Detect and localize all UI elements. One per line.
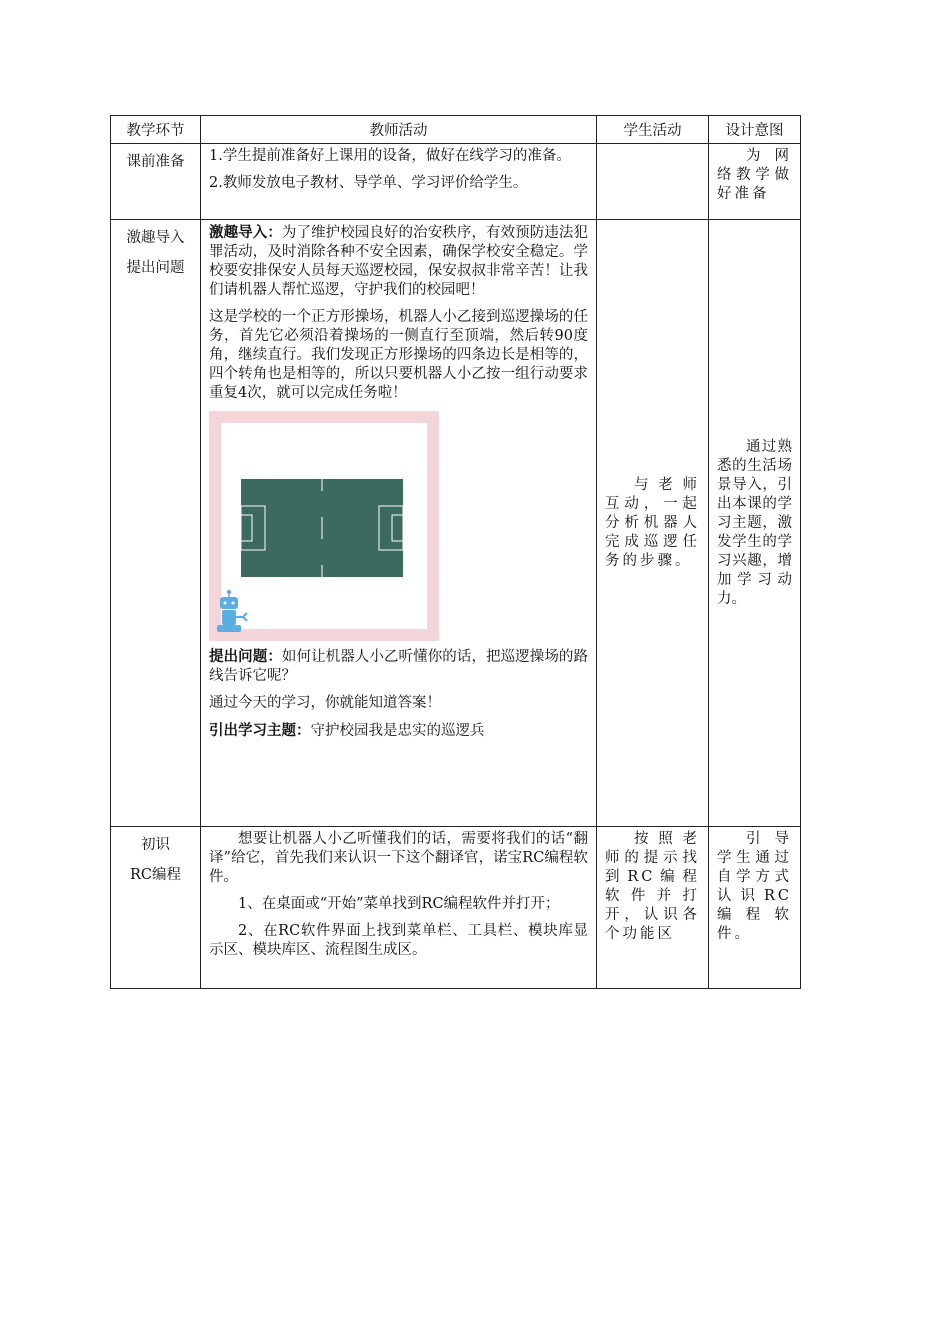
- header-row: [111, 116, 801, 144]
- theme-paragraph: [209, 721, 588, 741]
- robot-antenna: [228, 593, 229, 597]
- row-introduction: [111, 220, 801, 827]
- stage-introduction: [111, 220, 201, 827]
- row-preparation: [111, 144, 801, 220]
- playground-paragraph: 这是学校的一个正方形操场，机器人小乙接到巡逻操场的任务，首先它必须沿着操场的一侧直行至顶端，然后转90度角，继续直行。我们发现正方形操场的四条边长是相等的，四个转角也是相等的，所以只要机器人小乙按一组行动要求重复4次，就可以完成任务啦！: [209, 309, 588, 401]
- robot-eye-right: [232, 602, 235, 605]
- student-activity-rc-programming: [597, 827, 709, 989]
- stage-rc-line1: 初识: [141, 837, 170, 853]
- student-activity-preparation: [597, 144, 709, 220]
- lesson-plan-table: [110, 115, 801, 989]
- stage-intro-line2: 提出问题: [126, 260, 185, 276]
- robot-base: [217, 625, 241, 632]
- design-intent-introduction: [709, 220, 801, 827]
- teacher-activity-preparation: [201, 144, 597, 220]
- intro-paragraph: [209, 223, 588, 300]
- header-design-intent: 设计意图: [709, 116, 801, 144]
- stage-intro-line1: 激趣导入: [126, 230, 185, 246]
- stage-rc-programming: [111, 827, 201, 989]
- intent-rc-text: 引导学生通过自学方式认识RC编程软件。: [717, 831, 792, 942]
- answer-teaser-paragraph: 通过今天的学习，你就能知道答案！: [209, 695, 441, 711]
- student-rc-text: 按照老师的提示找到RC编程软件并打开，认识各个功能区: [605, 831, 700, 942]
- header-stage: 教学环节: [111, 116, 201, 144]
- robot-eye-left: [224, 602, 227, 605]
- rc-intro-paragraph: 想要让机器人小乙听懂我们的话，需要将我们的话“翻译”给它，首先我们来认识一下这个翻译官，诺宝RC编程软件。: [209, 831, 588, 885]
- theme-label: 引出学习主题：: [209, 722, 311, 739]
- rc-step-1: 1、在桌面或“开始”菜单找到RC编程软件并打开；: [238, 896, 560, 912]
- teacher-prep-item-2: 2.教师发放电子教材、导学单、学习评价给学生。: [209, 175, 528, 191]
- intent-intro-text: 通过熟悉的生活场景导入，引出本课的学习主题，激发学生的学习兴趣，增加学习动力。: [717, 438, 792, 607]
- intent-prep-text: 为网络教学做好准备: [717, 148, 792, 202]
- teacher-activity-rc-programming: [201, 827, 597, 989]
- intro-text: 为了维护校园良好的治安秩序，有效预防违法犯罪活动，及时消除各种不安全因素，确保学校安全稳定。学校要安排保安人员每天巡逻校园，保安叔叔非常辛苦！让我们请机器人帮忙巡逻，守护我们的校园吧！: [209, 225, 589, 298]
- design-intent-preparation: [709, 144, 801, 220]
- teacher-activity-introduction: [201, 220, 597, 827]
- design-intent-rc-programming: [709, 827, 801, 989]
- student-activity-introduction: [597, 220, 709, 827]
- robot-body: [222, 610, 236, 625]
- header-teacher-activity: 教师活动: [201, 116, 597, 144]
- teacher-prep-item-1: 1.学生提前准备好上课用的设备，做好在线学习的准备。: [209, 148, 571, 164]
- question-label: 提出问题：: [209, 648, 282, 665]
- robot-head: [220, 597, 238, 609]
- playground-figure: [209, 411, 439, 641]
- theme-text: 守护校园我是忠实的巡逻兵: [310, 723, 485, 739]
- playground-diagram: [209, 411, 439, 641]
- rc-step-2: 2、在RC软件界面上找到菜单栏、工具栏、模块库显示区、模块库区、流程图生成区。: [209, 923, 588, 958]
- header-student-activity: 学生活动: [597, 116, 709, 144]
- stage-preparation: 课前准备: [111, 144, 201, 220]
- row-rc-programming: [111, 827, 801, 989]
- student-intro-text: 与老师互动，一起分析机器人完成巡逻任务的步骤。: [605, 476, 700, 569]
- question-paragraph: [209, 647, 588, 686]
- stage-rc-line2: RC编程: [129, 867, 181, 883]
- question-text: 如何让机器人小乙听懂你的话，把巡逻操场的路线告诉它呢？: [209, 649, 589, 684]
- intro-label: 激趣导入：: [209, 224, 282, 241]
